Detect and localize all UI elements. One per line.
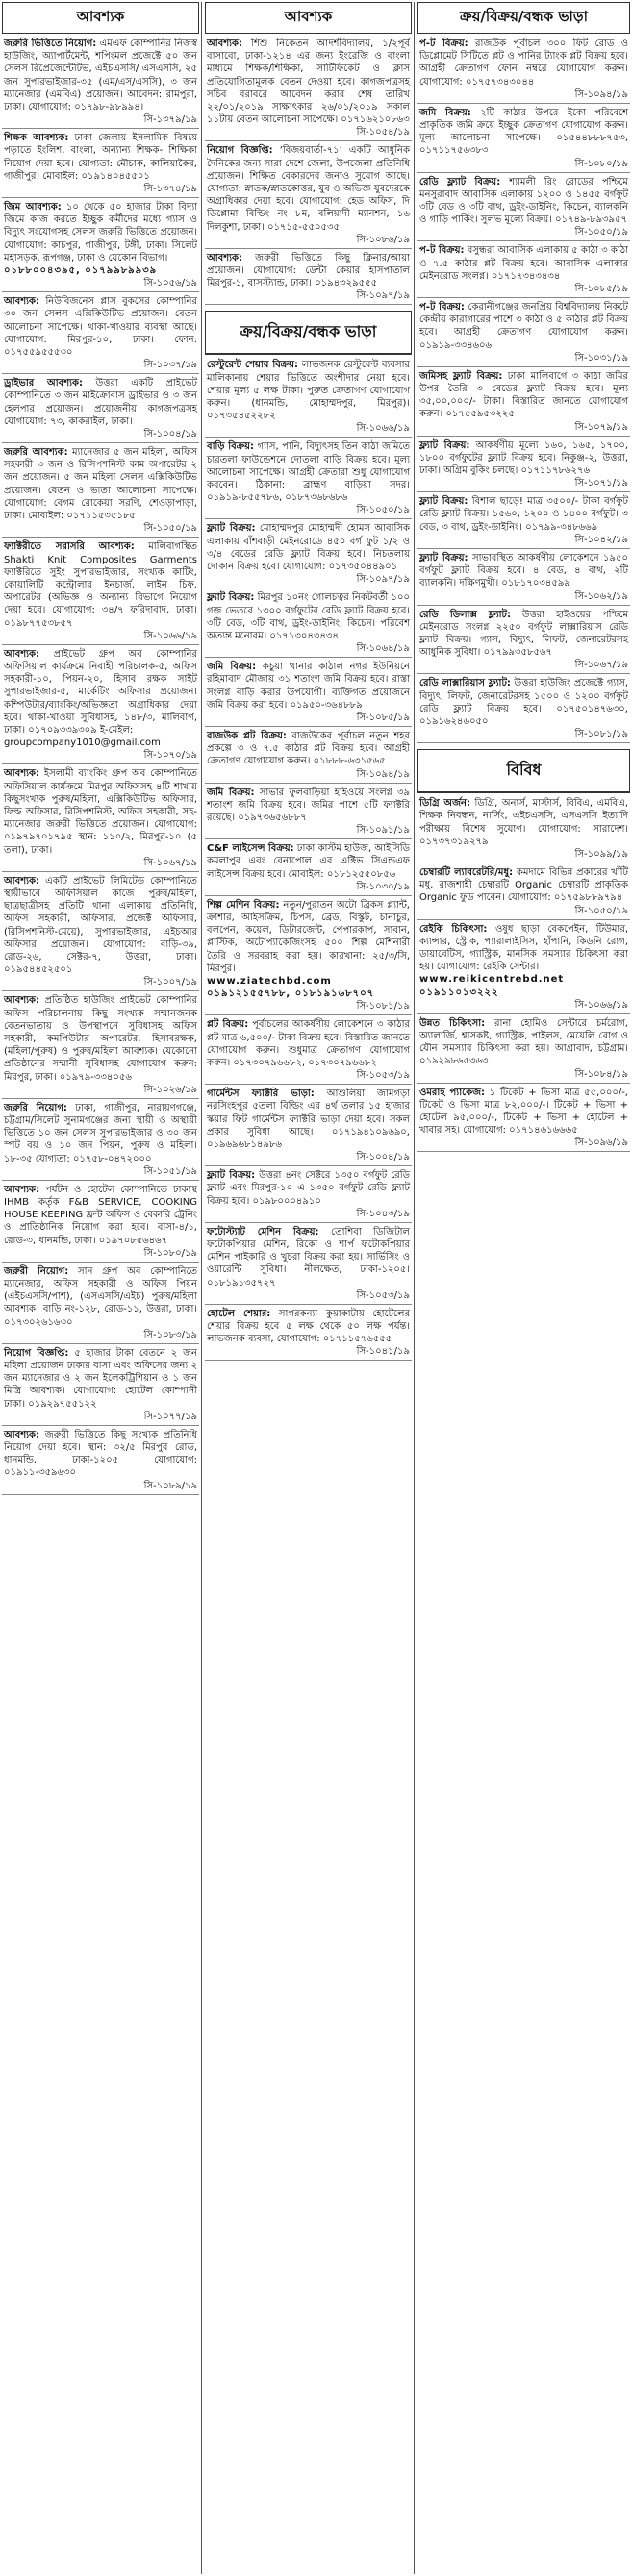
classified-ad [2,201,199,277]
ad-heading: রেস্টুরেন্ট শেয়ার বিক্রয়: [207,360,299,371]
classified-ad [205,1088,412,1151]
category-heading: আবশ্যক [205,2,412,34]
classified-ad [2,1429,199,1480]
category-heading: আবশ্যক [2,2,199,34]
classified-ad [2,875,199,977]
classified-ad [2,1347,199,1411]
ad-heading: আবশ্যক: [4,648,40,660]
classified-ad [205,1018,412,1069]
ad-heading: C&F লাইসেন্স বিক্রয়: [207,843,294,855]
ad-body: জরুরী ভিত্তিতে কিছু সংখ্যক প্রতিনিধি নিয়োগ দেয়া হবে। স্থান: ৩২/৫ মিরপুর রোড, ধানমন্ডি, ঢাকা-১২০৫ যোগাযোগ: ০১৯১১-৩৫৯৬৩০ [4,1429,197,1479]
ad-body: ঢাকা কাস্টম হাউজ, আইসিডি কমলাপুর এবং বেনাপোল এর এক্টিভ সিএন্ডএফ লাইসেন্স বিক্রয় হবে। মোবাইল: ০১৮১২৫৫০৮৫৬ [207,843,410,880]
ad-code: সি-১০৯১/১৯ [205,824,412,839]
classified-ad [417,1017,630,1068]
ad-body: নতুন/পুরাতন অটো ব্রিকস প্ল্যান্ট, ক্রাশার, আইসক্রিম, চিপস, ব্রেড, বিস্কুট, চানাচুর, বলপেন, কয়েল, ডিটারজেন্ট, পেপারকাপ, সাবান, প্লাস্টিক, অটোপ্যাকেজিংসহ ৫০০ শিল্প মেশিনারী তৈরি ও সরবরাহ করা হয়। কারখানা: ২৫/৩/সি, মিরপুর। [207,899,410,974]
category-heading: বিবিধ [417,749,630,793]
ad-body: আকর্ষণীয় মূল্যে ১৬০, ১৬৫, ১৭০০, ১৮০০ বর্গফুটের ফ্ল্যাট বিক্রয় হবে। নিকুঞ্জ-২, উত্তরা, ঢাকা। অগ্রিম বুকিং চলছে। ০১৭১১৭৮৬২৭৬ [419,439,629,477]
classified-ad [2,767,199,856]
ad-code: সি-১০০৪/১৯ [2,428,199,443]
ad-heading: আবশ্যক: [4,768,40,780]
classified-ad [205,359,412,422]
ad-code: সি-১০৬৪/১৯ [205,642,412,658]
classified-ad [417,107,630,158]
ad-code: সি-১০৮৪/১৯ [417,1068,630,1084]
ad-body: উত্তরা ৪নং সেক্টরে ১৩৫০ বর্গফুট রেডি ফ্ল্যাট এবং মিরপুর-১০ এ ১৩৫০ বর্গফুট রেডি ফ্ল্যাট বিক্রয় হবে। ০১৯৮০০০৪৯১০ [207,1170,410,1207]
classified-ad [417,370,630,421]
classified-ad [205,730,412,768]
ad-code: সি-১০৯৪/১৯ [205,768,412,784]
classified-ad [417,866,630,905]
ad-heading: প-ট বিক্রয়: [419,302,465,313]
ad-body: ডিগ্রি, অনার্স, মাস্টার্স, বিবিএ, এমবিএ, শিক্ষক নিবন্ধন, নার্সিং, এইচএসসি, এসএসসি ইত্যাদি পরীক্ষায় বিশেষ সুযোগ। যোগাযোগ: সারাদেশ। ০১৭৩৭৩১৯২৭৯ [419,798,628,847]
ad-code: সি-১০৭০/১৯ [2,749,199,764]
ad-heading: আবশ্যক: [207,252,243,263]
ad-body: ১০ থেকে ৫০ হাজার টাকা বিদ্যা জিমে কাজ করতে ইচ্ছুক কর্মীদের মধ্যে গ্যাস ও বিদ্যুৎ সংযোগসহ সেলস জরুরি ভিত্তিতে প্রয়োজন। যোগাযোগ: কাচপুর, গাজীপুর, টঙ্গী, ঢাকা। সিলেট মহাসড়ক, রূপগঞ্জ, ঢাকা ও যেকোন বিভাগ। [4,202,197,263]
ad-body: রাজউকের পূর্বাচল নতুন শহর প্রকল্পে ৩ ও ৭.৫ কাঠার প্লট বিক্রয় হবে। আগ্রহী ক্রেতাগণ যোগাযোগ করুন। ০১৮৮৮-৬৩১৫৬৫ [207,730,410,767]
classified-ad [2,377,199,428]
ad-heading: শিক্ষক আবশ্যক: [4,133,69,144]
classified-ad [2,295,199,359]
ad-heading: রাজউক প্লট বিক্রয়: [207,730,287,741]
ad-body: ঢাকা, গাজীপুর, নারায়ণগঞ্জে, চট্টগ্রাম/সিলেট সুনামগঞ্জের জন্য স্থায়ী ও অস্থায়ী ভিত্তিতে ১০ জন সেলস সুপারভাইজার ও ৩০ জন স্পট বয় ও ১০ জন পিয়ন, পুরুষ ও মহিলা। ১৮-৩৫ যোগ্যতা: ০১৭৫৮-০৪৭২০০০ [4,1102,197,1164]
ad-code: সি-১০৮১/১৯ [417,728,630,743]
ad-heading: রেডি লাক্সারিয়াস ফ্ল্যাট: [419,678,511,689]
ad-code: সি-১০৫৩/১৯ [205,1069,412,1085]
classified-ad [417,677,630,728]
ad-code: সি-১৩৭৯/১৯ [2,113,199,129]
ad-website[interactable]: www.reikicentrebd.net [419,974,565,986]
ad-heading: জরুরি ভিত্তিতে নিয়োগ: [4,38,97,49]
classified-ad [417,176,630,227]
classified-ad [2,38,199,113]
ad-heading: জমি বিক্রয়: [207,662,257,673]
classified-ad [2,1184,199,1247]
ad-heading: আবশ্যক: [207,38,243,49]
ad-code: সি-১০২৬/১৯ [2,1084,199,1099]
ad-body: কমদামে বিভিন্ন প্রকারের খাঁটি মধু, রাজশাহী চেম্বারটি Organic চেম্বারটি প্রাকৃতিক Organic ফুড পাবেন। যোগাযোগ: ০১৭৫৯৮৮৯৭৯৪ [419,866,628,904]
ad-heading: জরুরি নিয়োগ: [4,1102,67,1113]
ad-body: লাভজনক রেস্টুরেন্ট ব্যবসার মালিকানায় শেয়ার ভিত্তিতে অংশীদার নেয়া হবে। শেয়ার মূল্য ৫ লক্ষ টাকা। পুরুত ক্রেতাগণ যোগাযোগ করুন। (ধানমন্ডি, মোহাম্মদপুর, মিরপুর)। ০১৭৩৫৪৫২২৮২ [207,360,410,422]
classified-ad [417,495,630,534]
ad-code: সি-১০৬৭/১৯ [417,659,630,674]
ad-code: সি-১৩৭৪/১৯ [2,183,199,198]
ad-code: সি-১০৫০/১৯ [205,504,412,519]
category-heading: ক্রয়/বিক্রয়/বন্ধক ভাড়া [417,2,630,34]
ad-heading: আবশ্যক: [4,296,40,308]
ad-heading: জমি বিক্রয়: [419,107,471,118]
right-column [417,2,630,2574]
ad-code: সি-১০৯৪/১৯ [417,88,630,104]
ad-code: সি-১০৭৯/১৯ [417,421,630,437]
ad-body: আশুলিয়া জামগড়া নরসিংহপুর ৫তলা বিল্ডিং এর ৪র্থ তলার ১৫ হাজার স্কয়ার ফিট গার্মেন্টস ফ্যাক্টরি ভাড়া দেয়া হবে। সকল প্রকার সুবিধা আছে। ০১৭১৯৪১০৯৬৯০, ০১৯৬৯৬৮১৪৯৮৬ [207,1088,410,1150]
classified-ad [205,1226,412,1289]
ad-heading: প-ট বিক্রয়: [419,245,465,257]
ad-code: সি-১০৬৭/১৯ [2,857,199,872]
ad-code: সি-১০৩৭/১৯ [2,359,199,374]
ad-body: বিশাল ছাড়ে! মাত্র ৩৫০০/- টাকা বর্গফুট রেডি ফ্ল্যাট বিক্রয়। ১৫৬০, ১২০০ ও ১৪০০ বর্গফুট। ৩ বেড, ৩ বাথ, ড্রইং-ডাইনিং। ০১৭৯৯-৩৪৮৬৬৯ [419,496,628,533]
ad-body: উত্তরা হাউজিং প্রজেক্টে গ্যাস, বিদ্যুৎ, লিফট, জেনারেটরসহ ১৫০০ ও ১২০০ বর্গফুট রেডি ফ্ল্যাট বিক্রয় হবে। ০১৭৫০১৪৭৬৩০, ০১৯১৬২৪৬০৫০ [419,678,629,727]
ad-phone: ০১৯১২১৫৫৭৮৮, ০১৮১৯১৬৮৭০৭ [207,988,375,1000]
classified-ad [2,132,199,183]
ad-code: সি-১০০৪/১৯ [205,1151,412,1166]
ad-code: সি-১০৮৬/১৯ [205,234,412,249]
ad-phone: ০১৮৮০০৪৩৯৫, ০১৭৯৯৮৯৯৩৯ [4,265,158,277]
classified-ad [205,252,412,290]
ad-heading: প-ট বিক্রয়: [419,38,468,49]
classified-ad [205,522,412,573]
ad-body: মোহাম্মদপুর মোহাম্মদী হোমস আবাসিক এলাকায় বাঁশবাড়ী মেইনরোডে ৪৫০ বর্গ ফুট ১/২ ও ৩/৪ বেডের রেডি ফ্ল্যাট বিক্রয় হবে। নিচতলায় দোকান বিক্রয় হবে। যোগাযোগ: ০১৭৩৫০৪৪৯০১ [207,523,410,573]
ad-body: মিরপুর ১০নং গোলচত্বর নিকটবর্তী ১০০ গজ ভেতরে ১৩০০ বর্গফুটের রেডি ফ্ল্যাট বিক্রয় হবে। ৩টি বেড, ৩টি বাথ, ড্রইং-ডাইনিং, কিচেন। পরিবেশ অত্যন্ত মনোরম। ০১৭১৩০৪৩৪৩৪ [207,592,410,641]
ad-heading: জরুরি আবশ্যক: [4,447,68,459]
ad-code: সি-১০৬৬/১৯ [2,630,199,645]
ad-code: সি-১০৪২/১৯ [417,534,630,549]
classified-ad [417,552,630,590]
ad-body: ঢাকা জেলায় ইসলামিক বিষয়ে পড়াতে ইংলিশ, বাংলা, অন্যান্য শিক্ষক- শিক্ষিকা নিয়োগ দেয়া হবে। যোগ্যতা: মৌচাক, কালিয়াকৈর, গাজীপুর। মোবাইল: ০১৯১৪০৪৫৫০১ [4,133,197,182]
ad-body: ৫ হাজার টাকা বেতনে ২ জন মহিলা প্রয়োজন ঢাকার বাসা এবং অফিসের জন্য ২ জন ম্যানেজার ও ২ জন ইলেকট্রিশিয়ান ও ১ জন মিস্ত্রি আবশ্যক। যোগাযোগ: হোটেল কোম্পানী ঢাকা। ০১৯২৯৭৫৫১২২ [4,1347,198,1410]
ad-body: মালিবাগস্থিত Shakti Knit Composites Garments ফ্যাক্টরিতে সুইং সুপারভাইজার, সংখ্যক কাটিং, কোয়ালিটি কন্ট্রোলার ইনচার্জ, লাইন চিফ, অপারেটর (অভিজ্ঞ ও অন্যান্য বিভাগে নিয়োগ দেয়া হবে। যোগাযোগ: ৩৪/৭ ফরিদাবাদ, ঢাকা। ০১৯৮৭৭৫৩৮৫৭ [4,541,197,629]
ad-body: পর্যটন ও হোটেল কোম্পানিতে ঢাকাস্থ IHMB কর্তৃক F&B SERVICE, COOKING HOUSE KEEPING ফ্রন্ট অফিস ও বেকারি ট্রেনিং ও প্রাতিষ্ঠানিক নিয়োগ করা হবে। বাসা-৪/১, রোড-৩, ধানমন্ডি, ঢাকা। ০১৯৭০৮৫৬৪৬৭ [4,1184,197,1246]
ad-body: উত্তরা হাইওয়ের পশ্চিমে মেইনরোড সংলগ্ন ২২৫০ বর্গফুট লাক্সারিয়াস রেডি ফ্ল্যাট বিক্রয়। গ্যাস, বিদ্যুৎ, লিফট, জেনারেটরসহ আধুনিক সুবিধা। ০১৭৯৯৩৫৮৫৬৭ [419,609,629,659]
ad-code: সি-১০৮৯/১৯ [2,1480,199,1495]
ad-heading: গার্মেন্টস ফ্যাক্টরি ভাড়া: [207,1088,315,1100]
ad-body: রানা হোমিও সেন্টারে চর্মরোগ, অ্যালার্জি, শ্বাসকষ্ট, গ্যাস্ট্রিক, পাইলস, মেয়েলি রোগ ও যৌন সমস্যার চিকিৎসা করা হয়। আগ্রাবাদ, চট্টগ্রাম। ০১৯২৯৮৬৫৩৬৩ [419,1017,628,1067]
ad-heading: হোটেল শেয়ার: [207,1308,271,1319]
ad-body: নিউবিজনেস প্লাস বুকসের কোম্পানির ৩০ জন সেলস এক্সিকিউটিভ প্রয়োজন। বেতন আলোচনা সাপেক্ষে। থাকা-খাওয়ার ব্যবস্থা আছে। যোগাযোগ: মিরপুর-১০, ঢাকা। ফোন: ০১৭৫৫৯৫৫৫৩০ [4,296,197,359]
ad-body: পূর্বাচলের আকর্ষণীয় লোকেশনে ৩ কাঠার প্লট মাত্র ৬,৫০০/- টাকা বিক্রয় হবে। বিস্তারিত জানতে যোগাযোগ করুন। শুধুমাত্র ক্রেতাগণ যোগাযোগ করুন। ০১৭৩০৭৯৬৬৮২, ০১৭৩০৭৯৬৬৮২ [207,1019,410,1068]
ad-body: ২টি কাঠার উপরে ইকো পরিবেশে প্রাকৃতিক জমি ক্রয়ে ইচ্ছুক ক্রেতাগণ যোগাযোগ করুন। মূল্য আলোচনা সাপেক্ষে। ০১৫৪৪৮৮৮৭৫৩, ০১৭১১৭৫৬৩৮৩ [419,107,628,157]
ad-body: কচুয়া থানার কাঠাল নগর ইউনিয়নে রহিমাবাদ মৌজায় ৩১ শতাংশ জমি বিক্রয় হবে। রাস্তা সংলগ্ন বাড়ি করার উপযোগী। ব্যক্তিগত প্রয়োজনে জমি বিক্রয় করা হবে। ০১৯৫০-৩৬৪৮৮৯ [207,662,410,711]
ad-body: এমএফ কোম্পানির নিজস্ব হাউজিং, অ্যাপার্টমেন্ট, শপিংমল প্রজেক্টে ৫০ জন সেলস রিপ্রেজেন্টেটিভ, এইচএসসি/ এসএসসি, ২৫ জন সুপারভাইজার-৩৫ (এম/এস/এসসি), ৩ জন ম্যানেজার (এমবিএ) প্রয়োজন। আবেদন: রামপুরা, ঢাকা। যোগাযোগ: ০১৭৯৮-৯৮৯৯৪। [4,38,197,113]
ad-body: প্রাইভেট গ্রুপ অব কোম্পানির অফিসিয়াল কার্যক্রমে নিবাহী পরিচালক-৫, অফিস সহকারী-১০, পিয়ন-২০, হিসাব রক্ষক সাইট সুপারভাইজার-৫, মার্কেটিং অফিসার প্রয়োজন। কম্পিউটার/ব্যাংকিং/অভিজ্ঞতা অগ্রাধিকার দেয়া হবে। থাকা-খাওয়া সুবিধাসহ, ১৪৮/৩, মালিবাগ, ঢাকা। ০১৭০৯৩৩৯৩০৯ ই-মেইল: [4,648,197,736]
ad-body: ম্যানেজার ৫ জন মহিলা, অফিস সহকারী ৩ জন ও রিসিপশনিস্ট কাম অপারেটর ২ জন প্রয়োজন। ৫ জন মহিলা সেলস এক্সিকিউটিভ প্রয়োজন। বেতন ও ভাতা আলোচনা সাপেক্ষে। যোগাযোগ: বেগম রোকেয়া সরণি, শেওড়াপাড়া, ঢাকা। মোবাইল: ০১৭১১৫৩৫১৮৫ [4,447,197,522]
ad-code: সি-১০৫৬/১৯ [2,277,199,292]
ad-heading: ফ্ল্যাট বিক্রয়: [207,592,255,604]
ad-heading: ড্রাইভার আবশ্যক: [4,378,84,389]
ad-code: সি-১০৯৭/১৯ [205,573,412,588]
ad-heading: রেডি ফ্ল্যাট বিক্রয়: [419,176,501,188]
ad-body: ১ টিকেট + ভিসা মাত্র ৫৫,০০০/-, টিকেট ও ভিসা মাত্র ৮২,০০০/-। টিকেট + ভিসা + হোটেল ৯৫,০০০/-, টিকেট + ভিসা + হোটেল + খাবার সহ। যোগাযোগ: ০১৭১৪৬১৬৬৬৫ [419,1087,628,1137]
ad-heading: ফ্ল্যাট বিক্রয়: [207,1170,256,1182]
ad-code: সি-১০৮৫/১৯ [205,712,412,727]
ad-code: সি-১০৯৯/১৯ [417,848,630,863]
ad-body: রাজউক পূর্বাচল ৩০০ ফিট রোড ও ডিপ্লোমেট সিটিতে প্লট ও পানির ট্যাংক প্লট বিক্রয় হবে। আগ্রহী ক্রেতাগণ ফোন নম্বরে যোগাযোগ করুন। যোগাযোগ: ০১৭৫৭৩৪৩০৪৪ [419,38,629,88]
ads-list [205,38,412,305]
ads-list [417,797,630,1152]
ad-body: ‘বিজয়বার্তা-৭১’ একটি আধুনিক দৈনিকের জন্য সারা দেশে জেলা, উপজেলা প্রতিনিধি প্রয়োজন। শিক্ষিত বেকারদের জন্যও সুযোগ আছে। যোগ্যতা: স্নাতক/স্নাতকোত্তর, যুব ও অভিজ্ঞ যুবদেরকে অগ্রাধিকার দেয়া হবে। যোগাযোগ: হেড অফিস, দি ডিপ্লোমা বিল্ডিং নং ৮ম, বলিয়াদী ম্যানশন, ১৬ দিলকুশা, ঢাকা। ০১৭১৫-৫৫০৫৩৫ [207,145,410,233]
classified-ad [205,591,412,642]
ad-code: সি-১০৩১/১৯ [417,352,630,367]
ad-body: উত্তরা একটি প্রাইভেট কোম্পানিতে ৩ জন মাইক্রোবাস ড্রাইভার ও ৩ জন হেলপার প্রয়োজন। প্রয়োজনীয় কাগজপত্রসহ যোগাযোগ: ৭৩, কাকরাইল, ঢাকা। [4,378,198,427]
ad-heading: জমি বিক্রয়: [207,787,255,798]
ad-body: সান গ্রুপ অব কোম্পানিতে ম্যানেজার, অফিস সহকারী ও অফিস পিয়ন (এইচএসসি/পাশ), (এসএসসি/এইচ) পুরুষ/মহিলা আবশ্যক। বাড়ি নং-১২৮, রোড-১১, উত্তরা, ঢাকা। ০১৭৩০২৬১৬৩০ [4,1265,198,1328]
ad-heading: আবশ্যক: [4,1184,40,1195]
ad-code: সি-১০৬৬/১৯ [417,999,630,1014]
ad-heading: নিয়োগ বিজ্ঞপ্তি: [4,1347,69,1359]
classified-ad [417,38,630,88]
classified-ad [205,440,412,504]
ad-heading: জরুরী নিয়োগ: [4,1265,69,1277]
classified-ad [417,609,630,660]
classified-ad [2,1265,199,1329]
ad-code: সি-১০৫৩/১৯ [205,1289,412,1305]
ad-phone: ০১৯১১০১৩২২২ [419,987,499,998]
classified-ad [417,1087,630,1138]
ad-body: ওষুধ ছাড়া বেকপেইন, টিউমার, ক্যান্সার, স্ট্রোক, প্যারালাইসিস, হাঁপানি, কিডনি রোগ, ডায়াবেটিস, গ্যাস্ট্রিক, মানসিক সমস্যার চিকিৎসা করা হয়। যোগাযোগ: রেইকি সেন্টার। [419,923,629,973]
ad-heading: ফ্ল্যাট বিক্রয়: [419,439,470,451]
ad-code: সি-১০৭১/১৯ [417,477,630,492]
ad-heading: বাড়ি বিক্রয়: [207,441,254,453]
classified-ad [2,1102,199,1165]
ad-code: সি-১০৩০/১৯ [205,881,412,896]
ad-code: সি-১০৮১/১৯ [205,1000,412,1015]
ad-code: সি-১০৮০/১৯ [2,1247,199,1263]
ad-heading: জিম আবশ্যক: [4,202,62,213]
classified-ad [205,661,412,712]
ad-code: সি-১০৫১/১৯ [2,1165,199,1181]
ad-heading: ফটোস্ট্যাট মেশিন বিক্রয়: [207,1226,319,1238]
classified-ad [205,144,412,233]
ad-code: সি-১০৪১/১৯ [205,1345,412,1361]
classified-ad [205,38,412,126]
column-divider [201,2,202,2574]
ad-body: সাভার ফুলবাড়িয়া হাইওয়ে সংলগ্ন ৩৯ শতাংশ জমি বিক্রয় হবে। জমির পাশে ৫টি ফ্যাক্টরি রয়েছে। ০১৯৭৩৬৫৬৮৮৭ [207,787,410,823]
ad-heading: আবশ্যক: [4,995,40,1007]
ad-body: শিশু নিকেতন আদর্শবিদ্যালয়, ১/২পূর্ব বাসাবো, ঢাকা-১২১৪ এর জন্য ইংরেজি ও বাংলা মাধ্যমে শিক্ষক/শিক্ষিকা, সার্টিফিকেট ও ক্লাস প্রতিযোগিতামূলক বেতন দেওয়া হবে। কাগজপত্রসহ সচিব বরাবরে আবেদন করার শেষ তারিখ ২২/০১/২০১৯ সাক্ষাৎকার ২৬/০১/২০১৯ সকাল ১১টায় বেতন আলোচনা সাপেক্ষে। ০১৭১৬২১০৮৬৩ [207,38,410,126]
ad-code: সি-১০৫০/১৯ [2,522,199,538]
ad-heading: নিয়োগ বিজ্ঞপ্তি: [207,145,273,157]
ad-heading: চেম্বারটি ল্যাবরেটরি/মধু: [419,866,514,878]
classified-ad [2,540,199,629]
ad-heading: প্লট বিক্রয়: [207,1019,249,1031]
ad-body: ঢাকা মালিবাগে ৩ কাঠা জমির উপর তৈরি ৩ বেডের ফ্ল্যাট বিক্রয় হবে। মূল্য ৩৫,০০,০০০/- টাকা। বিস্তারিত জানতে যোগাযোগ করুন। ০১৭৫৫৯৫৩২২৫ [419,370,628,420]
classified-ad [2,994,199,1083]
ad-code: সি-১০৬৬/১৯ [205,422,412,438]
ad-body: শ্যামলী রিং রোডের পশ্চিমে মনসুরাবাদ আবাসিক এলাকায় ১২০০ ও ১৪৫৫ বর্গফুট ৩টি বেড ও ৩টি বাথ, ড্রইং-ডাইনিং, কিচেন, ব্যালকনি ও গাড়ি পার্কিং। সুলভ মূল্যে বিক্রয়। ০১৭৪৯-৮৯৩৯৫৭ [419,176,628,226]
ad-body: ইসলামী ব্যাংকিং গ্রুপ অব কোম্পানিতে অফিসিয়াল কার্যক্রমে মিরপুর অফিসসহ ৪টি শাখায় কিছুসংখ্যক পুরুষ/মহিলা, এক্সিকিউটিভ অফিসার, ফিল্ড অফিসার, রিসিপশনিস্ট, অফিস সহকারী, সহ-ম্যানেজার জরুরী ভিত্তিতে প্রয়োজন। যোগাযোগ: ০১৯৭৯৭০১৭৯৫ স্থান: ১১০/২, মিরপুর-১০ (৫ তলা), ঢাকা। [4,768,197,856]
ad-heading: ফ্যাক্টরীতে সরাসরি আবশ্যক: [4,541,135,553]
ad-code: সি-১০৭৭/১৯ [2,1411,199,1426]
classified-ad [205,899,412,1001]
ad-code: সি-১০৫৪/১৯ [205,126,412,141]
ad-heading: রেডি ডিলাক্স ফ্ল্যাট: [419,609,512,620]
ad-heading: আবশ্যক: [4,875,40,887]
ads-list [417,38,630,743]
ad-heading: রেইকি চিকিৎসা: [419,923,488,935]
ad-code: সি-১০৬২/১৯ [417,590,630,606]
ad-body: জরুরী ভিত্তিতে কিছু ক্লিনার/আয়া প্রয়োজন। যোগাযোগ: ডেন্টা কেয়ার হাসপাতাল মিরপুর-১, বাসস্ট্যান্ড, ঢাকা। ০১৯৪৩২৯৫৫৫ [207,252,410,289]
classified-ad [417,797,630,848]
ad-code: সি-১০৮৫/১৯ [417,283,630,298]
ad-heading: ডিগ্রি অর্জন: [419,798,470,810]
ad-heading: ফ্ল্যাট বিক্রয়: [207,523,256,535]
middle-column [205,2,412,2574]
ad-body: কেরানীগঞ্জের জনপ্রিয় বিশ্ববিদ্যালয় নিকটে কেন্দ্রীয় কারাগারের পাশে ৩ কাঠা ও ৫ কাঠার প্লট বিক্রয় হবে। আগ্রহী ক্রেতাগণ যোগাযোগ করুন। ০১৯১৯-৩৩৪৬০৬ [419,302,629,351]
ad-heading: ওমরাহ প্যাকেজ: [419,1087,486,1098]
classified-ad [205,787,412,825]
ad-website[interactable]: www.ziatechbd.com [207,975,332,987]
ad-heading: জমিসহ ফ্ল্যাট বিক্রয়: [419,370,503,382]
ad-heading: শিল্প মেশিন বিক্রয়: [207,899,280,911]
ad-body: সাভারস্থিত আকর্ষণীয় লোকেশনে ১৯৫০ বর্গফুট ফ্ল্যাট বিক্রয় হবে। ৪ বেড, ৪ বাথ, ২টি ব্যালকনি। দক্ষিণমুখী। ০১৮১৭০৩৪৫৯৯ [419,552,628,589]
ad-heading: ফ্ল্যাট বিক্রয়: [419,552,468,563]
ad-heading: আবশ্যক: [4,1429,40,1440]
ad-code: সি-১০৪৩/১৯ [205,1208,412,1223]
left-column [2,2,199,2574]
ads-list [205,359,412,1361]
ad-body: প্রতিষ্ঠিত হাউজিং প্রাইভেট কোম্পানির অফিস পরিচালনায় কিছু সংখ্যক সম্মানজনক বেতনভাতায় ও উপস্থাপনে সুবিধাসহ অফিস সহকারী, কমপিউটার অপারেটর, হিসাবরক্ষক, (মহিলা/পুরুষ) ও পুরুষ/মহিলা আবশ্যক। যেকোনো প্রতিষ্ঠানের সম্মানী সুবিধাসহ যোগাযোগ করুন: মিরপুর, ঢাকা। ০১৯৭৯-৩৩৪০৫৬ [4,995,197,1083]
classified-ad [417,301,630,352]
ad-heading: ফ্ল্যাট বিক্রয়: [419,496,468,508]
ad-code: সি-১০৮৩/১৯ [2,1329,199,1344]
ad-code: সি-১০৫০/১৯ [417,226,630,241]
ad-code: সি-১০০৭/১৯ [2,976,199,991]
classified-ad [205,1308,412,1346]
ad-body: একটি প্রাইভেট লিমিটেড কোম্পানিতে স্থায়ীভাবে অফিসিয়াল কাজে পুরুষ/মহিলা, ছাত্রছাত্রীসহ প্রতিটি থানা এলাকায় প্রতিনিধি, অফিস সহকারী, অফিসার, প্রজেক্ট অফিসার, (রিসিপশনিস্ট-মেয়ে), সুপারভাইজার, এইচআর অফিসার প্রয়োজন। যোগাযোগ: বাড়ি-৩৯, রোড-২৬, সেক্টর-৭, উত্তরা, ঢাকা। ০১৯৫৪৪৫২৫০১ [4,875,197,976]
classified-ad [2,446,199,522]
classified-ad [205,842,412,881]
ads-list [2,38,199,1495]
column-divider [414,2,415,2574]
classified-ad [417,923,630,999]
ad-body: বসুন্ধরা আবাসিক এলাকায় ৫ কাঠা ৩ কাঠা ও ৭.৫ কাঠার প্লট বিক্রয় হবে। আবাসিক এলাকার মেইনরোড সংলগ্ন। ০১৭১৭৩৪৩৪৩৪ [419,245,628,282]
classified-ad [205,1169,412,1208]
category-heading: ক্রয়/বিক্রয়/বন্ধক ভাড়া [205,311,412,355]
ad-code: সি-১০৫০/১৯ [417,905,630,920]
ad-body: তোশিবা ডিজিটাল ফটোকপিয়ার মেশিন, রিকো ও শার্প ফটোকপিয়ার মেশিন পাইকারি ও খুচরা বিক্রয় করা হয়। সার্ভিসিং ও ওয়ারেন্টি সুবিধা। নীলক্ষেত, ঢাকা-১২০৫। ০১৮১৯১৩৫৭২৭ [207,1226,411,1288]
ad-email[interactable]: groupcompany1010@gmail.com [4,738,161,749]
classified-ad [417,244,630,283]
ad-code: সি-১০৯৭/১৯ [205,289,412,305]
ad-body: গ্যাস, পানি, বিদ্যুৎসহ তিন কাঠা জমিতে চারতলা ফাউন্ডেশনে দোতলা বাড়ি বিক্রয় হবে। মূল্য আলোচনা সাপেক্ষে। আগ্রহী ক্রেতারা শুধু যোগাযোগ করবেন। ঠিকানা: ব্রাহ্মণ বাড়িয়া সদর। ০১৯১৯-৮৫৫৭৮৬, ০১৮৭৩৬৮৬৮৬ [207,441,411,504]
classified-ad [2,648,199,750]
ad-body: সাগরকন্যা কুয়াকাটায় হোটেলের শেয়ার বিক্রয় হবে ৫ লক্ষ থেকে ৫০ লক্ষ পর্যন্ত। লাভজনক ব্যবসা, যোগাযোগ: ০১৭১১৫৭৬৫৫৫ [207,1308,410,1345]
ad-code: সি-১০৮০/১৯ [417,158,630,173]
ad-code: সি-১০৯৬/১৯ [417,1137,630,1152]
ad-heading: উন্নত চিকিৎসা: [419,1017,486,1029]
classified-ad [417,439,630,478]
